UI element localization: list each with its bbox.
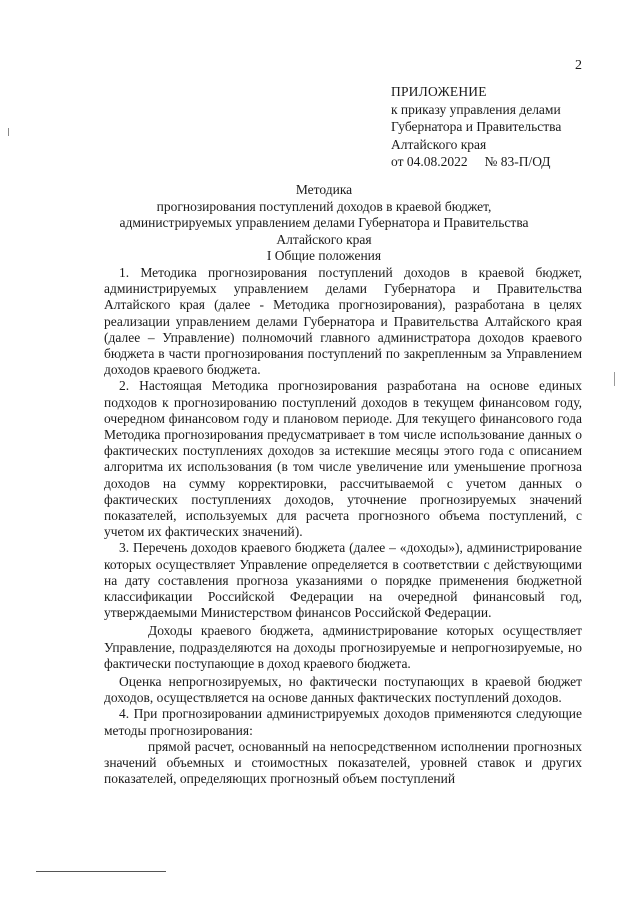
document-body: [104, 265, 582, 788]
appendix-header: [391, 83, 601, 171]
appendix-heading: ПРИЛОЖЕНИЕ: [391, 84, 487, 99]
margin-mark: [614, 372, 615, 386]
title-line: Алтайского края: [276, 231, 372, 247]
document-title: [104, 182, 544, 265]
title-line: Методика: [295, 182, 353, 197]
appendix-line: к приказу управления делами: [391, 101, 561, 117]
margin-mark: [8, 128, 9, 136]
paragraph: прямой расчет, основанный на непосредственном исполнении прогнозных значений объемных и стоимостных показателей, уровней ставок и других показателей, определяющих прогнозный объем поступлений: [104, 738, 582, 787]
section-heading: I Общие положения: [266, 248, 382, 263]
footer-divider: [36, 871, 166, 872]
title-line: прогнозирования поступлений доходов в краевой бюджет,: [156, 198, 492, 214]
paragraph: 1. Методика прогнозирования поступлений доходов в краевой бюджет, администрируемых управлением делами Губернатора и Правительства Алтайского края (далее - Методика прогнозирования), разработана в целях реализации управлением делами Губернатора и Правительства Алтайского края (далее – Управление) полномочий главного администратора доходов краевого бюджета в части прогнозирования поступлений по закрепленным за Управлением доходов краевого бюджета.: [104, 265, 582, 378]
paragraph: 2. Настоящая Методика прогнозирования разработана на основе единых подходов к прогнозированию поступлений доходов в текущем финансовом году, очередном финансовом году и плановом периоде. Для текущего финансового года Методика прогнозирования предусматривает в том числе использование данных о фактических поступлениях доходов за истекшие месяцы этого года с описанием алгоритма их использования (в том числе увеличение или уменьшение прогноза доходов на сумму корректировки, рассчитываемой с учетом данных о фактических поступлениях доходов, уточнение прогнозируемых значений показателей, используемых для расчета прогнозного объема поступлений, с учетом их фактических значений).: [104, 378, 582, 540]
order-reference: [391, 153, 601, 171]
appendix-line: Губернатора и Правительства: [391, 119, 562, 134]
paragraph: 3. Перечень доходов краевого бюджета (далее – «доходы»), администрирование которых осуществляет Управление определяется в соответствии с действующими на дату составления прогноза указаниями о порядке применения бюджетной классификации Российской Федерации на очередной финансовый год, утверждаемыми Министерством финансов Российской Федерации.: [104, 540, 582, 621]
paragraph: 4. При прогнозировании администрируемых доходов применяются следующие методы прогнозирования:: [104, 706, 582, 738]
order-date: от 04.08.2022: [391, 154, 468, 169]
paragraph: Оценка непрогнозируемых, но фактически поступающих в краевой бюджет доходов, осуществляется на основе данных фактических поступлений доходов.: [104, 674, 582, 706]
appendix-line: Алтайского края: [391, 136, 487, 152]
title-line: администрируемых управлением делами Губернатора и Правительства: [119, 215, 529, 230]
page-number: 2: [575, 58, 582, 73]
paragraph: Доходы краевого бюджета, администрирование которых осуществляет Управление, подразделяются на доходы прогнозируемые и непрогнозируемые, но фактически поступающие в доход краевого бюджета.: [104, 623, 582, 671]
order-number: № 83-П/ОД: [484, 154, 551, 169]
